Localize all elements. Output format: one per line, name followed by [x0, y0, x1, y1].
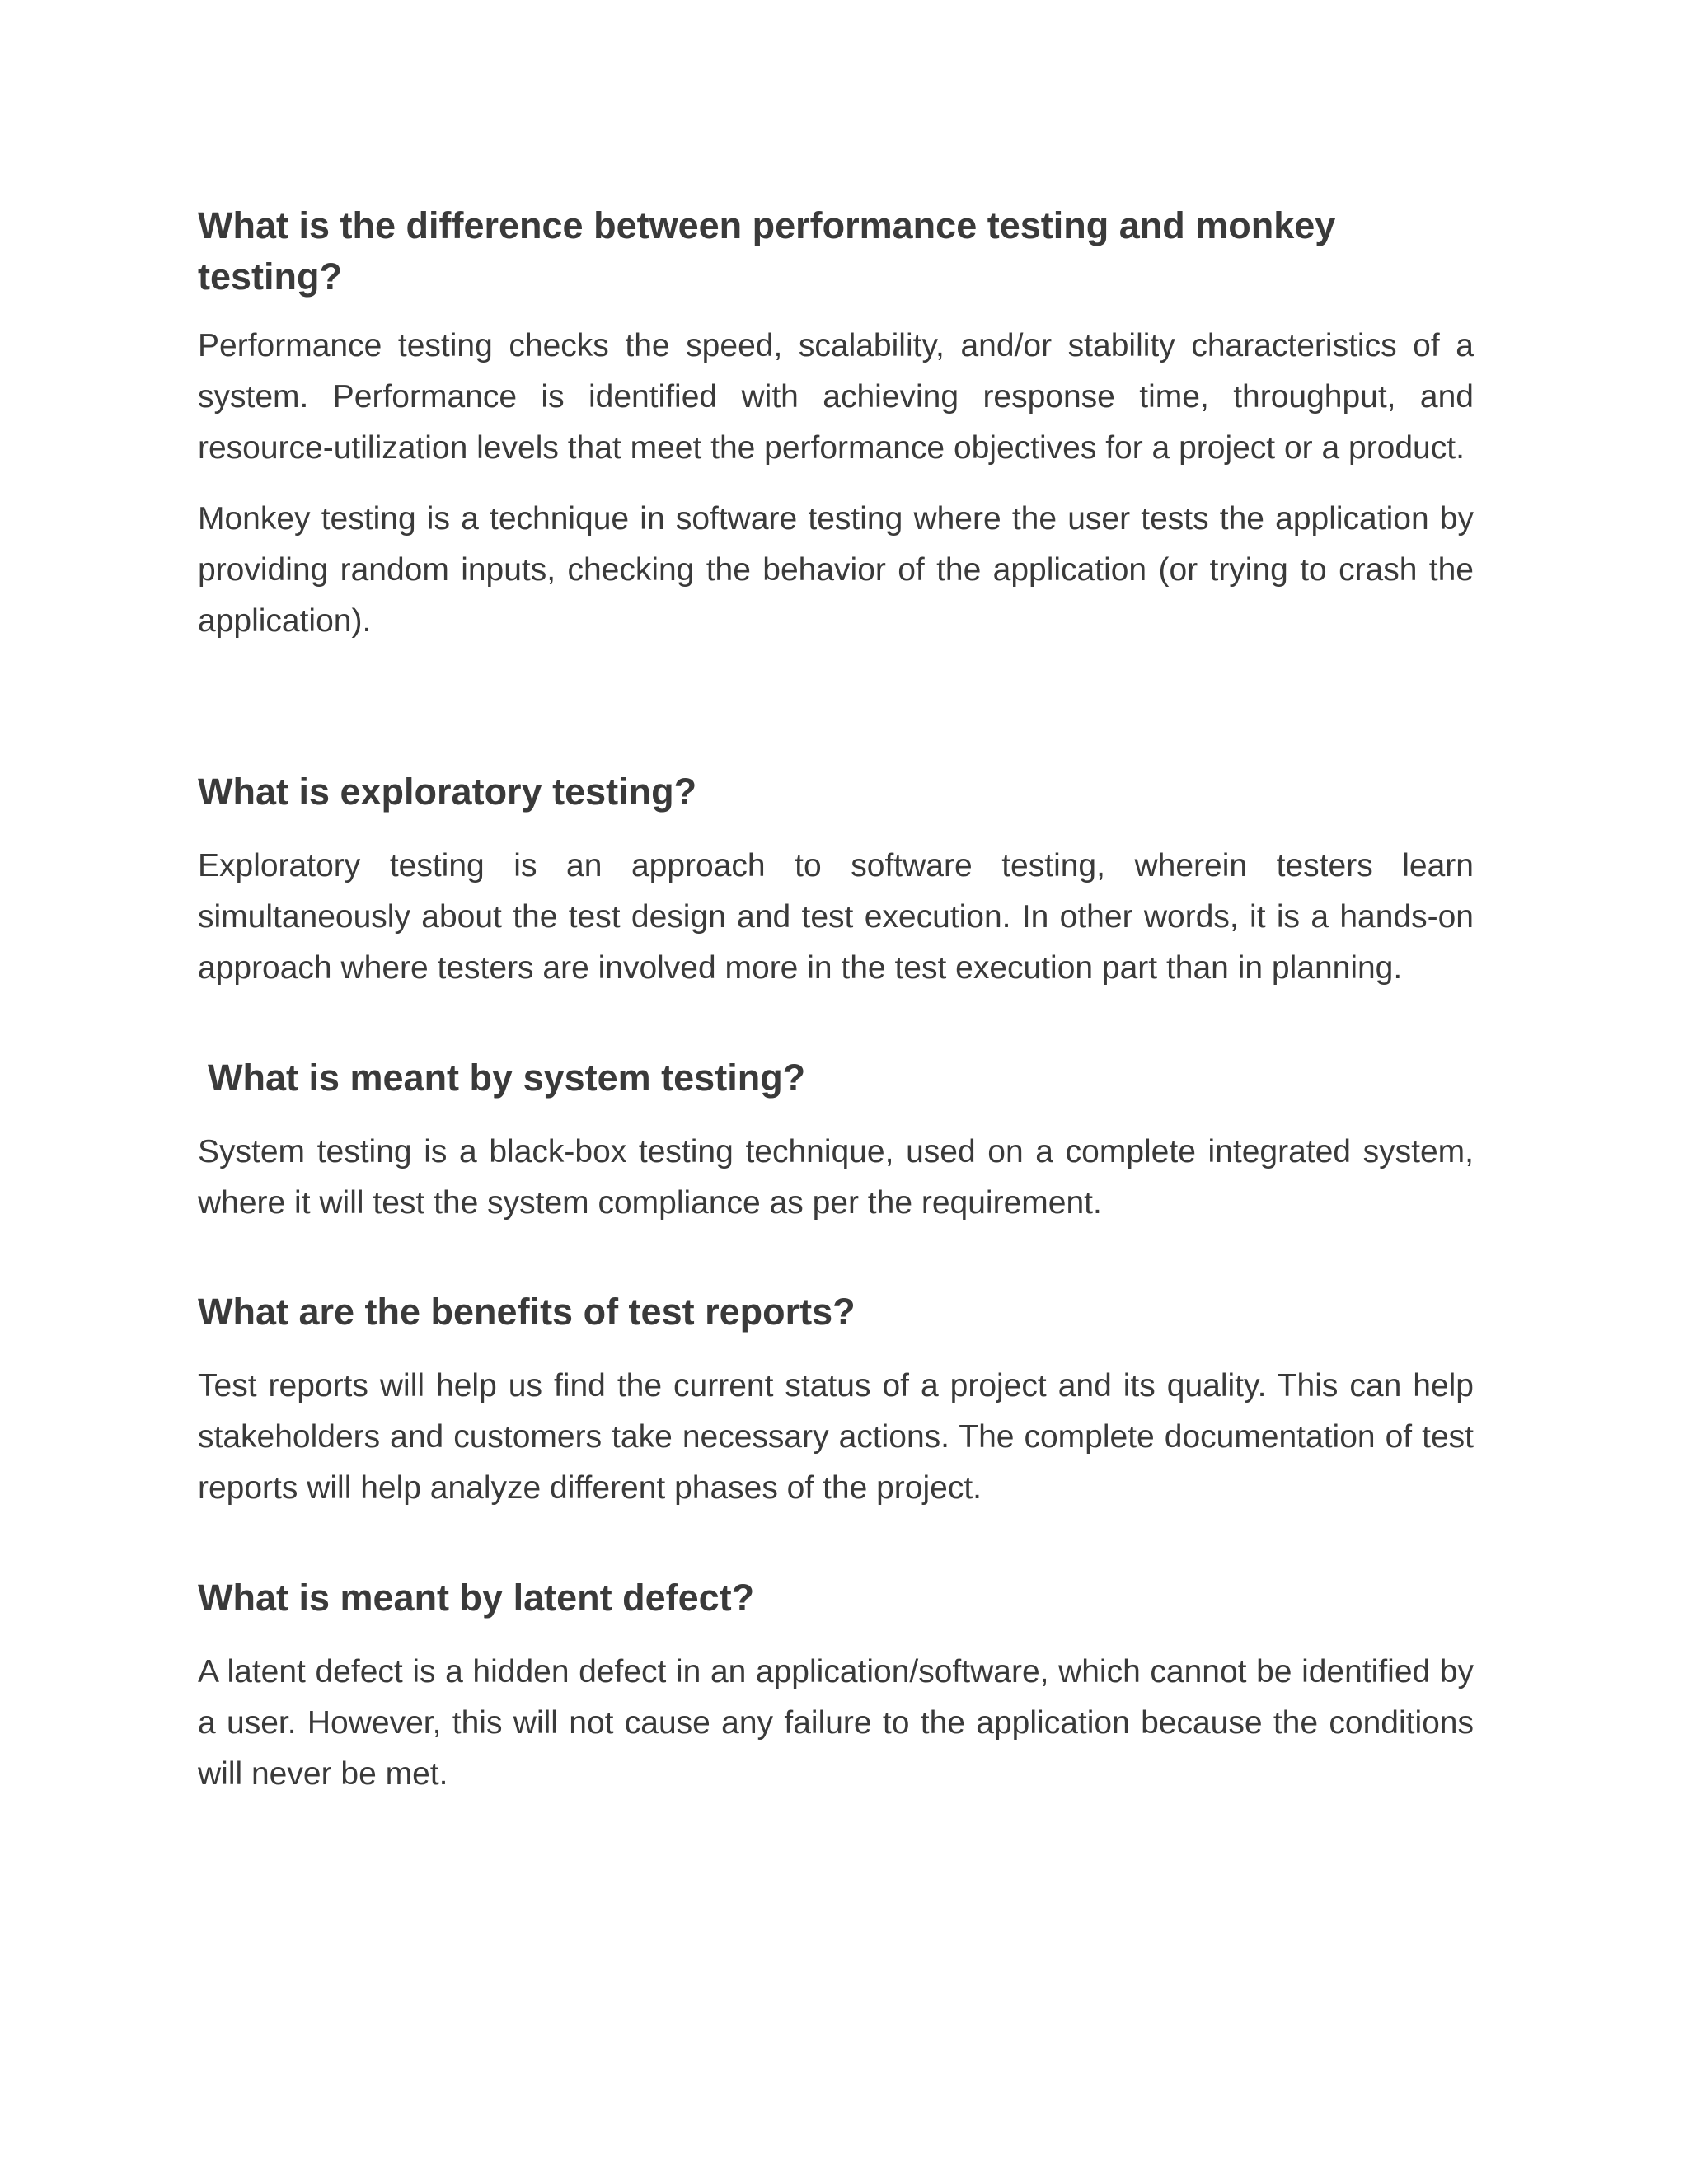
section-paragraph: Exploratory testing is an approach to software testing, wherein testers learn simultaneously about the test design and test execution. In other words, it is a hands-on approach where testers are involved more in the test execution part than in planning. [198, 848, 1474, 986]
section-paragraph: Test reports will help us find the current status of a project and its quality. This can help stakeholders and customers take necessary actions. The complete documentation of test reports will help analyze different phases of the project. [198, 1368, 1474, 1506]
section-performance-vs-monkey [198, 200, 1474, 647]
section-heading: What is exploratory testing? [198, 771, 697, 813]
section-latent-defect [198, 1572, 1474, 1800]
section-paragraph: Monkey testing is a technique in software testing where the user tests the application by providing random inputs, checking the behavior of the application (or trying to crash the application). [198, 501, 1474, 639]
section-heading: What is meant by system testing? [208, 1057, 806, 1099]
section-system-testing [198, 1052, 1474, 1229]
section-heading: What are the benefits of test reports? [198, 1291, 856, 1333]
section-heading: What is meant by latent defect? [198, 1577, 755, 1619]
section-paragraph: A latent defect is a hidden defect in an application/software, which cannot be identified by a user. However, this will not cause any failure to the application because the conditions will never be met. [198, 1654, 1474, 1792]
section-paragraph: System testing is a black-box testing technique, used on a complete integrated system, where it will test the system compliance as per the requirement. [198, 1134, 1474, 1221]
section-test-reports-benefits [198, 1286, 1474, 1514]
section-paragraph: Performance testing checks the speed, scalability, and/or stability characteristics of a system. Performance is identified with achieving response time, throughput, and resource-utilization levels that meet the performance objectives for a project or a product. [198, 328, 1474, 466]
section-exploratory-testing [198, 766, 1474, 994]
section-heading: What is the difference between performance testing and monkey testing? [198, 204, 1336, 298]
